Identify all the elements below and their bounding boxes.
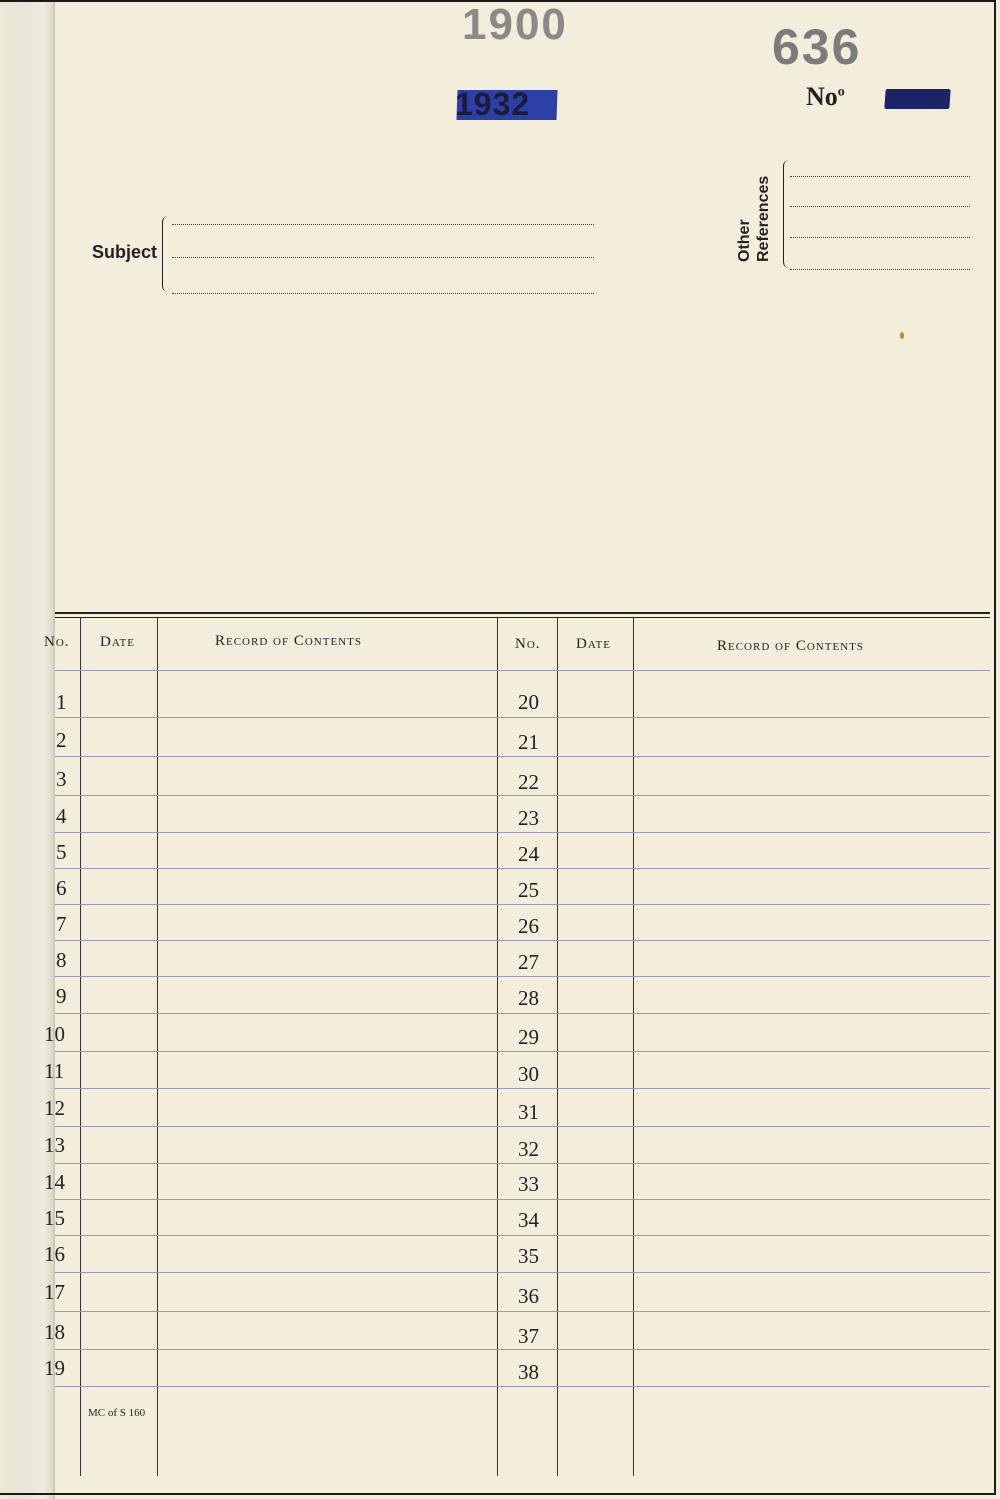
- left-row-number: 11: [44, 1059, 65, 1083]
- right-row-number: 37: [518, 1324, 539, 1348]
- ink-speck: [900, 332, 904, 339]
- subject-line-2: [172, 257, 594, 258]
- right-header-record: Record of Contents: [717, 638, 864, 654]
- row-rule: [55, 1126, 990, 1127]
- left-row-number: 9: [56, 984, 67, 1008]
- right-row-number: 26: [518, 914, 539, 938]
- left-row-number: 10: [44, 1022, 65, 1046]
- left-row-number: 1: [56, 690, 67, 714]
- right-row-number: 31: [518, 1100, 539, 1124]
- row-rule: [55, 940, 990, 941]
- col-divider-left-date: [157, 618, 158, 1476]
- right-row-number: 28: [518, 986, 539, 1010]
- row-rule: [55, 976, 990, 977]
- form-code: MC of S 160: [88, 1407, 146, 1419]
- table-top-rule: [55, 612, 990, 614]
- left-header-record: Record of Contents: [215, 633, 362, 649]
- row-rule: [55, 1199, 990, 1200]
- row-rule: [55, 1386, 990, 1387]
- reference-line-1: [790, 176, 970, 177]
- left-row-number: 7: [56, 912, 67, 936]
- stamp-year: 1932: [455, 86, 531, 122]
- left-header-no: No.: [44, 634, 70, 650]
- left-row-number: 3: [56, 767, 67, 791]
- right-row-number: 29: [518, 1025, 539, 1049]
- row-rule: [55, 717, 990, 718]
- row-rule: [55, 756, 990, 757]
- right-row-number: 38: [518, 1360, 539, 1384]
- reference-line-4: [790, 269, 970, 270]
- left-row-number: 8: [56, 948, 67, 972]
- reference-line-2: [790, 206, 970, 207]
- right-row-number: 21: [518, 730, 539, 754]
- col-divider-right-date: [633, 618, 634, 1476]
- right-header-no: No.: [515, 636, 541, 652]
- stamp-file-number: 636: [772, 19, 862, 75]
- col-divider-right-no: [557, 618, 558, 1476]
- left-row-number: 13: [44, 1133, 65, 1157]
- right-row-number: 25: [518, 878, 539, 902]
- number-label: No$^o$: [806, 82, 845, 111]
- right-row-number: 34: [518, 1208, 539, 1232]
- subject-label: Subject: [92, 242, 158, 262]
- right-row-number: 20: [518, 690, 539, 714]
- right-row-number: 27: [518, 950, 539, 974]
- right-row-number: 30: [518, 1062, 539, 1086]
- left-row-number: 19: [44, 1356, 65, 1380]
- right-row-number: 22: [518, 770, 539, 794]
- other-references-label: Other References: [736, 175, 772, 262]
- left-header-date: Date: [100, 634, 135, 650]
- table-top-rule-2: [55, 617, 990, 618]
- left-row-number: 2: [56, 728, 67, 752]
- subject-line-1: [172, 224, 594, 225]
- row-rule: [55, 1235, 990, 1236]
- row-rule: [55, 904, 990, 905]
- left-row-number: 12: [44, 1096, 65, 1120]
- right-row-number: 33: [518, 1172, 539, 1196]
- left-row-number: 5: [56, 840, 67, 864]
- left-row-number: 4: [56, 804, 67, 828]
- row-rule: [55, 795, 990, 796]
- right-row-number: 24: [518, 842, 539, 866]
- left-row-number: 17: [44, 1280, 65, 1304]
- col-divider-center: [497, 618, 498, 1476]
- subject-line-3: [172, 293, 594, 294]
- stamp-top-number: 1900: [462, 0, 568, 49]
- left-row-number: 16: [44, 1242, 65, 1266]
- left-row-number: 15: [44, 1206, 65, 1230]
- col-divider-left-no: [80, 618, 81, 1476]
- left-row-number: 18: [44, 1320, 65, 1344]
- redacted-number: [884, 89, 950, 109]
- row-rule: [55, 1051, 990, 1052]
- right-header-date: Date: [576, 636, 611, 652]
- subject-brace: [162, 216, 171, 292]
- right-row-number: 36: [518, 1284, 539, 1308]
- row-rule: [55, 832, 990, 833]
- row-rule: [55, 1163, 990, 1164]
- left-row-number: 14: [44, 1170, 65, 1194]
- row-rule: [55, 1272, 990, 1273]
- row-rule: [55, 1349, 990, 1350]
- right-row-number: 32: [518, 1137, 539, 1161]
- reference-line-3: [790, 237, 970, 238]
- right-row-number: 23: [518, 806, 539, 830]
- row-rule: [55, 1311, 990, 1312]
- left-row-number: 6: [56, 876, 67, 900]
- row-rule: [55, 868, 990, 869]
- right-row-number: 35: [518, 1244, 539, 1268]
- row-rule: [55, 670, 990, 671]
- row-rule: [55, 1013, 990, 1014]
- row-rule: [55, 1088, 990, 1089]
